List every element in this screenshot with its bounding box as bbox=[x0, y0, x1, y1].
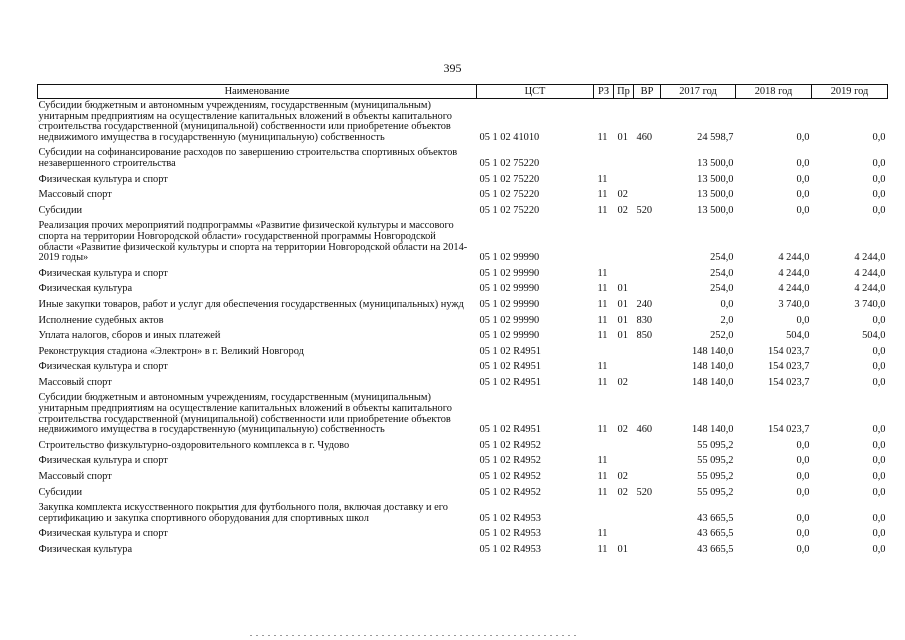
cell-rz: 11 bbox=[597, 267, 608, 279]
cell-2017: 2,0 bbox=[720, 314, 734, 326]
cell-rz bbox=[594, 501, 614, 527]
column-header-vr: ВР bbox=[634, 85, 661, 99]
table-row bbox=[38, 376, 888, 392]
cell-2019: 4 244,0 bbox=[854, 267, 886, 279]
cell-vr bbox=[634, 376, 661, 392]
cell-vr bbox=[634, 188, 661, 204]
cell-rz bbox=[594, 146, 614, 172]
cell-2018: 504,0 bbox=[786, 330, 810, 342]
cell-2018: 154 023,7 bbox=[767, 424, 810, 436]
cell-2018: 3 740,0 bbox=[778, 298, 810, 310]
cell-name: Субсидии бюджетным и автономным учреждениям, государственным (муниципальным) унитарным предприятиям на осуществление капитальных вложений в объекты капитального строительства государственной (муниципальной) собственности или приобретение объектов недвижимого имущества в государственную (муниципальную) собственность bbox=[38, 392, 452, 436]
column-header-rz: РЗ bbox=[594, 85, 614, 99]
cell-rz: 11 bbox=[597, 314, 608, 326]
cell-rz: 11 bbox=[597, 471, 608, 483]
cell-cst: 05 1 02 75220 bbox=[479, 157, 540, 169]
cell-2018: 0,0 bbox=[796, 204, 810, 216]
cell-pr: 01 bbox=[617, 298, 628, 310]
cell-rz: 11 bbox=[597, 528, 608, 540]
cell-2017: 43 665,5 bbox=[697, 528, 734, 540]
cell-2018: 0,0 bbox=[796, 314, 810, 326]
cell-vr: 520 bbox=[636, 486, 653, 498]
cell-vr bbox=[634, 173, 661, 189]
cell-cst: 05 1 02 75220 bbox=[479, 204, 540, 216]
cell-name: Физическая культура и спорт bbox=[38, 267, 168, 279]
cell-name: Закупка комплекта искусственного покрытия для футбольного поля, включая доставку и его сертификацию и закупка спортивного оборудования для спортивных школ bbox=[38, 502, 448, 524]
cell-pr: 02 bbox=[617, 424, 628, 436]
table-row bbox=[38, 454, 888, 470]
cell-2019: 0,0 bbox=[872, 439, 886, 451]
cell-name: Строительство физкультурно-оздоровительного комплекса в г. Чудово bbox=[38, 439, 350, 451]
cell-2019: 4 244,0 bbox=[854, 252, 886, 264]
cell-vr bbox=[634, 527, 661, 543]
cell-2018: 0,0 bbox=[796, 512, 810, 524]
cell-name: Субсидии bbox=[38, 204, 83, 216]
cell-2017: 148 140,0 bbox=[691, 424, 734, 436]
table-header bbox=[38, 85, 888, 99]
cell-pr bbox=[614, 439, 634, 455]
cell-2019: 0,0 bbox=[872, 455, 886, 467]
cell-pr bbox=[614, 360, 634, 376]
cell-2017: 24 598,7 bbox=[697, 131, 734, 143]
cell-2019: 0,0 bbox=[872, 204, 886, 216]
budget-table bbox=[37, 84, 888, 559]
cell-2018: 0,0 bbox=[796, 455, 810, 467]
cell-2019: 504,0 bbox=[862, 330, 886, 342]
cell-cst: 05 1 02 R4952 bbox=[479, 471, 541, 483]
cell-2018: 0,0 bbox=[796, 486, 810, 498]
cell-2018: 4 244,0 bbox=[778, 283, 810, 295]
cell-cst: 05 1 02 99990 bbox=[479, 330, 540, 342]
cell-rz: 11 bbox=[597, 173, 608, 185]
table-row bbox=[38, 282, 888, 298]
cell-2018: 4 244,0 bbox=[778, 252, 810, 264]
cell-cst: 05 1 02 R4952 bbox=[479, 455, 541, 467]
cell-name: Реконструкция стадиона «Электрон» в г. Великий Новгород bbox=[38, 345, 304, 357]
table-row bbox=[38, 329, 888, 345]
cell-cst: 05 1 02 99990 bbox=[479, 267, 540, 279]
cell-2017: 148 140,0 bbox=[691, 376, 734, 388]
cell-name: Физическая культура bbox=[38, 283, 133, 295]
cell-rz: 11 bbox=[597, 330, 608, 342]
cell-2018: 154 023,7 bbox=[767, 361, 810, 373]
cell-2018: 4 244,0 bbox=[778, 267, 810, 279]
table-row bbox=[38, 360, 888, 376]
cell-2019: 0,0 bbox=[872, 471, 886, 483]
cell-vr bbox=[634, 543, 661, 559]
table-row bbox=[38, 486, 888, 502]
cell-pr: 02 bbox=[617, 376, 628, 388]
cell-2019: 0,0 bbox=[872, 361, 886, 373]
cell-rz: 11 bbox=[597, 298, 608, 310]
cell-2017: 254,0 bbox=[710, 267, 734, 279]
table-row bbox=[38, 173, 888, 189]
cell-cst: 05 1 02 R4952 bbox=[479, 486, 541, 498]
cell-2019: 0,0 bbox=[872, 528, 886, 540]
cell-cst: 05 1 02 R4951 bbox=[479, 424, 541, 436]
table-body bbox=[38, 99, 888, 559]
cell-vr bbox=[634, 470, 661, 486]
cell-2019: 0,0 bbox=[872, 486, 886, 498]
cell-2019: 0,0 bbox=[872, 189, 886, 201]
cell-cst: 05 1 02 99990 bbox=[479, 298, 540, 310]
cell-pr bbox=[614, 219, 634, 266]
cell-cst: 05 1 02 R4953 bbox=[479, 544, 541, 555]
cell-name: Субсидии бюджетным и автономным учреждениям, государственным (муниципальным) унитарным предприятиям на осуществление капитальных вложений в объекты капитального строительства государственной (муниципальной) собственности или приобретение объектов недвижимого имущества в государственную (муниципальную) собственность bbox=[38, 100, 452, 143]
cell-2017: 254,0 bbox=[710, 252, 734, 264]
cell-pr: 01 bbox=[617, 314, 628, 326]
cell-pr: 02 bbox=[617, 471, 628, 483]
cell-2018: 0,0 bbox=[796, 131, 810, 143]
cell-vr: 830 bbox=[636, 314, 653, 326]
cell-2018: 154 023,7 bbox=[767, 376, 810, 388]
cell-cst: 05 1 02 99990 bbox=[479, 314, 540, 326]
cell-name: Субсидии на софинансирование расходов по завершению строительства спортивных объектов незавершенного строительства bbox=[38, 147, 458, 169]
cell-2019: 0,0 bbox=[872, 173, 886, 185]
cell-cst: 05 1 02 R4952 bbox=[479, 439, 541, 451]
cell-pr: 01 bbox=[617, 330, 628, 342]
cell-vr: 460 bbox=[636, 424, 653, 436]
cell-2018: 0,0 bbox=[796, 157, 810, 169]
table-row bbox=[38, 204, 888, 220]
cell-cst: 05 1 02 41010 bbox=[479, 131, 540, 143]
cell-vr bbox=[634, 282, 661, 298]
column-header-2017: 2017 год bbox=[661, 85, 736, 99]
cell-2019: 0,0 bbox=[872, 512, 886, 524]
table-row bbox=[38, 543, 888, 559]
cell-2019: 0,0 bbox=[872, 544, 886, 555]
cell-name: Исполнение судебных актов bbox=[38, 314, 164, 326]
cell-cst: 05 1 02 R4951 bbox=[479, 345, 541, 357]
cell-vr: 850 bbox=[636, 330, 653, 342]
cell-2019: 4 244,0 bbox=[854, 283, 886, 295]
cell-2018: 0,0 bbox=[796, 528, 810, 540]
cell-2018: 0,0 bbox=[796, 189, 810, 201]
cell-pr bbox=[614, 173, 634, 189]
cell-name: Физическая культура и спорт bbox=[38, 361, 168, 373]
cell-pr: 02 bbox=[617, 486, 628, 498]
cell-pr: 01 bbox=[617, 544, 628, 555]
cell-rz: 11 bbox=[597, 283, 608, 295]
column-header-cst: ЦСТ bbox=[477, 85, 594, 99]
cell-2017: 55 095,2 bbox=[697, 439, 734, 451]
cell-2019: 0,0 bbox=[872, 157, 886, 169]
cell-rz: 11 bbox=[597, 424, 608, 436]
cell-cst: 05 1 02 99990 bbox=[479, 252, 540, 264]
cell-pr: 02 bbox=[617, 204, 628, 216]
cell-2018: 0,0 bbox=[796, 544, 810, 555]
cell-cst: 05 1 02 75220 bbox=[479, 173, 540, 185]
table-row bbox=[38, 219, 888, 266]
cell-2019: 0,0 bbox=[872, 424, 886, 436]
cell-vr: 460 bbox=[636, 131, 653, 143]
page-number: 395 bbox=[443, 61, 462, 75]
cell-rz: 11 bbox=[597, 131, 608, 143]
cell-2018: 0,0 bbox=[796, 471, 810, 483]
cell-rz: 11 bbox=[597, 486, 608, 498]
column-header-name: Наименование bbox=[38, 85, 477, 99]
cell-cst: 05 1 02 R4951 bbox=[479, 361, 541, 373]
cell-2018: 0,0 bbox=[796, 439, 810, 451]
cell-2017: 13 500,0 bbox=[697, 189, 734, 201]
cell-2019: 3 740,0 bbox=[854, 298, 886, 310]
cell-2017: 55 095,2 bbox=[697, 486, 734, 498]
column-header-2018: 2018 год bbox=[736, 85, 812, 99]
table-row bbox=[38, 267, 888, 283]
table-row bbox=[38, 391, 888, 438]
table-row bbox=[38, 314, 888, 330]
cell-vr bbox=[634, 146, 661, 172]
cell-pr bbox=[614, 267, 634, 283]
cell-vr bbox=[634, 219, 661, 266]
table-row bbox=[38, 501, 888, 527]
column-header-2019: 2019 год bbox=[812, 85, 888, 99]
cell-rz: 11 bbox=[597, 455, 608, 467]
scan-artifact bbox=[250, 635, 580, 636]
cell-pr bbox=[614, 454, 634, 470]
cell-vr bbox=[634, 501, 661, 527]
cell-pr bbox=[614, 527, 634, 543]
cell-2019: 0,0 bbox=[872, 314, 886, 326]
cell-cst: 05 1 02 R4953 bbox=[479, 512, 541, 524]
cell-pr: 01 bbox=[617, 131, 628, 143]
cell-name: Субсидии bbox=[38, 486, 83, 498]
cell-2017: 13 500,0 bbox=[697, 204, 734, 216]
cell-vr bbox=[634, 360, 661, 376]
cell-name: Иные закупки товаров, работ и услуг для обеспечения государственных (муниципальных) нужд bbox=[38, 298, 464, 310]
cell-rz: 11 bbox=[597, 189, 608, 201]
cell-vr bbox=[634, 267, 661, 283]
cell-2017: 148 140,0 bbox=[691, 361, 734, 373]
cell-vr bbox=[634, 454, 661, 470]
cell-name: Физическая культура и спорт bbox=[38, 455, 168, 467]
cell-vr: 240 bbox=[636, 298, 653, 310]
table-row bbox=[38, 439, 888, 455]
cell-name: Массовый спорт bbox=[38, 471, 112, 483]
cell-2017: 55 095,2 bbox=[697, 471, 734, 483]
table-row bbox=[38, 188, 888, 204]
cell-name: Массовый спорт bbox=[38, 376, 112, 388]
cell-pr bbox=[614, 501, 634, 527]
cell-2019: 0,0 bbox=[872, 376, 886, 388]
table-row bbox=[38, 298, 888, 314]
cell-rz: 11 bbox=[597, 544, 608, 555]
cell-vr bbox=[634, 439, 661, 455]
cell-rz bbox=[594, 439, 614, 455]
cell-2017: 254,0 bbox=[710, 283, 734, 295]
cell-cst: 05 1 02 99990 bbox=[479, 283, 540, 295]
cell-2018: 0,0 bbox=[796, 173, 810, 185]
table-row bbox=[38, 345, 888, 361]
table-row bbox=[38, 146, 888, 172]
table-row bbox=[38, 527, 888, 543]
cell-rz: 11 bbox=[597, 376, 608, 388]
cell-2017: 13 500,0 bbox=[697, 157, 734, 169]
cell-pr: 02 bbox=[617, 189, 628, 201]
cell-2017: 55 095,2 bbox=[697, 455, 734, 467]
cell-pr: 01 bbox=[617, 283, 628, 295]
cell-rz bbox=[594, 345, 614, 361]
cell-pr bbox=[614, 345, 634, 361]
table-row bbox=[38, 470, 888, 486]
cell-vr: 520 bbox=[636, 204, 653, 216]
cell-cst: 05 1 02 75220 bbox=[479, 189, 540, 201]
cell-name: Физическая культура bbox=[38, 544, 133, 555]
cell-pr bbox=[614, 146, 634, 172]
cell-cst: 05 1 02 R4951 bbox=[479, 376, 541, 388]
cell-name: Уплата налогов, сборов и иных платежей bbox=[38, 330, 221, 342]
cell-2017: 43 665,5 bbox=[697, 544, 734, 555]
table-row bbox=[38, 99, 888, 147]
cell-cst: 05 1 02 R4953 bbox=[479, 528, 541, 540]
cell-name: Физическая культура и спорт bbox=[38, 528, 168, 540]
cell-rz: 11 bbox=[597, 204, 608, 216]
cell-rz: 11 bbox=[597, 361, 608, 373]
cell-2017: 148 140,0 bbox=[691, 345, 734, 357]
cell-name: Массовый спорт bbox=[38, 189, 112, 201]
cell-name: Физическая культура и спорт bbox=[38, 173, 168, 185]
cell-2019: 0,0 bbox=[872, 345, 886, 357]
cell-2017: 43 665,5 bbox=[697, 512, 734, 524]
cell-name: Реализация прочих мероприятий подпрограммы «Развитие физической культуры и массового спорта на территории Новгородской области» государственной программы Новгородской области «Развитие физической культуры и спорта на территории Новгородской области на 2014-2019 годы» bbox=[38, 220, 468, 264]
cell-2018: 154 023,7 bbox=[767, 345, 810, 357]
column-header-pr: Пр bbox=[614, 85, 634, 99]
cell-vr bbox=[634, 345, 661, 361]
cell-2017: 252,0 bbox=[710, 330, 734, 342]
cell-2017: 0,0 bbox=[720, 298, 734, 310]
cell-rz bbox=[594, 219, 614, 266]
cell-2017: 13 500,0 bbox=[697, 173, 734, 185]
cell-2019: 0,0 bbox=[872, 131, 886, 143]
